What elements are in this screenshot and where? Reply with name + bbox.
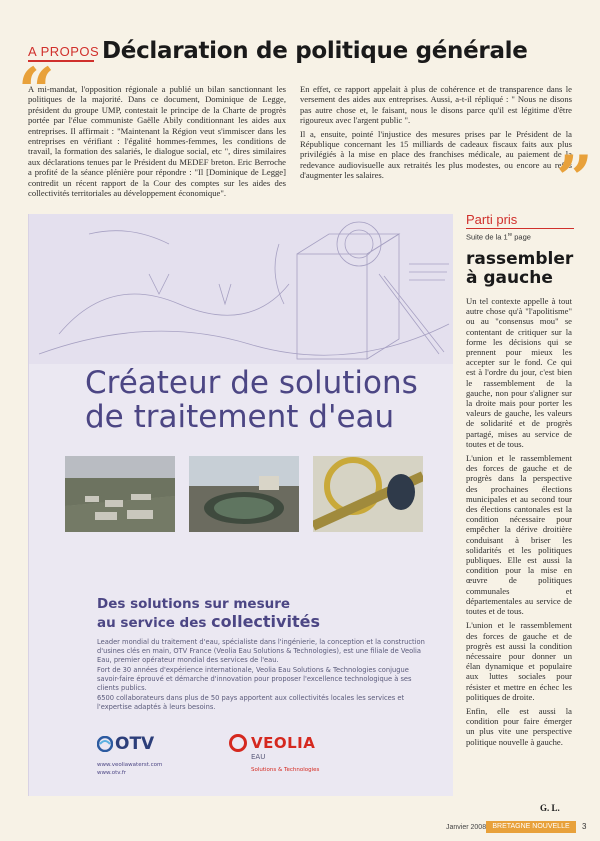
- sidebar-paragraph: Un tel contexte appelle à tout autre chose qu'à "l'apolitisme" ou au "consensus mou" se contentant de critiquer sur la forme les décisions qui se prennent pour mieux les accepter sur le fond. Ce qui est à l'ordre du jour, c'est bien le rassemblement de la gauche, non pour s'aligner sur la droite mais pour porter les valeurs de gauche, les valeurs de solidarité et de progrès partagé, mises au service de toutes et de tous.: [466, 296, 572, 449]
- article-paragraph: Il a, ensuite, pointé l'injustice des mesures prises par le Président de la République concernant les 15 milliards de cadeaux fiscaux faits aux plus privilégiés à la mise en place des franchises médicale, au paiement de la redevance audiovisuelle aux retraités les plus modestes, ou encore au refus d'augmenter les salaires.: [300, 128, 572, 181]
- ad-body-paragraph: 6500 collaborateurs dans plus de 50 pays apportent aux collectivités locales les services et l'expertise adaptés à leurs besoins.: [97, 694, 405, 711]
- open-quote-icon: “: [18, 54, 55, 129]
- ad-headline: Créateur de solutions de traitement d'eau: [85, 365, 418, 435]
- advertisement: [28, 214, 453, 796]
- veolia-logo-sub: EAU: [251, 753, 266, 761]
- sidebar-body: [466, 296, 572, 751]
- veolia-logo-text: VEOLIA: [251, 734, 316, 752]
- sidebar-label: Parti pris: [466, 212, 518, 227]
- article-column-1: A mi-mandat, l'opposition régionale a publié un bilan sanctionnant les politiques de la majorité. Dans ce document, Dominique de Legge, président du groupe UMP, contestait le principe de la Charte de progrès portée par l'élue communiste Gaëlle Abily conditionnant les aides aux entreprises. Il affirmait : "Maintenant la Région veut s'immiscer dans les entreprises en vérifiant : l'égalité hommes-femmes, les conditions de travail, la formation des salariés, le dialogue social, etc ", dires similaires aux déclarations tenues par le Président du MEDEF breton. Eric Berroche a profité de la séance plénière pour répondre : "Il [Dominique de Legge] contredit un récent rapport de la Cour des comptes sur les aides des collectivités territoriales au développement économique".: [28, 84, 286, 199]
- basin-photo: [189, 456, 299, 532]
- continued-from: [466, 232, 531, 242]
- page-number: 3: [582, 822, 587, 831]
- ad-subheadline-1: Des solutions sur mesure: [97, 596, 291, 612]
- ad-subheadline-2: [97, 612, 320, 631]
- footer-publication: BRETAGNE NOUVELLE: [486, 821, 576, 833]
- sidebar-paragraph: Enfin, elle est aussi la condition pour faire émerger un plus vite une perspective politique nouvelle à gauche.: [466, 705, 572, 747]
- article-paragraph: En effet, ce rapport appelait à plus de cohérence et de transparence dans le versement des aides aux entreprises. Aussi, a-t-il répliqué : " Nous ne disons pas autre chose et, le faisant, nous le disons parce qu'il est légitime d'être rigoureux avec l'argent public ".: [300, 84, 572, 126]
- ad-logo-row: [89, 724, 449, 794]
- article-column-2: [300, 84, 572, 184]
- ad-subheadline-emphasis: collectivités: [211, 612, 320, 631]
- continued-from-sup: re: [507, 232, 513, 238]
- article-title: Déclaration de politique générale: [102, 38, 528, 64]
- author-signature: G. L.: [540, 803, 560, 813]
- aerial-plant-photo: [65, 456, 175, 532]
- ad-photo-strip: [65, 456, 425, 536]
- sidebar-title: rassembler à gauche: [466, 249, 574, 288]
- sidebar-paragraph: L'union et le rassemblement des forces de gauche et de progrès dans la perspective des prochaines élections municipales et au second tour des élections cantonales est la condition nécessaire pour empêcher la dérive droitière conduisant à briser les solidarités et les politiques publiques. Elle est aussi la condition pour la mise en œuvre de politiques communales et départementales au service de toutes et de tous.: [466, 453, 572, 617]
- section-tag: A PROPOS: [28, 44, 100, 59]
- pipe-photo: [313, 456, 423, 532]
- otv-logo-text: OTV: [115, 734, 155, 754]
- continued-from-end: page: [512, 232, 531, 242]
- sidebar-label-rule: [466, 228, 574, 229]
- sketch-illustration: [29, 214, 453, 364]
- veolia-logo-tagline: Solutions & Technologies: [251, 767, 320, 773]
- ad-body-paragraph: Leader mondial du traitement d'eau, spécialiste dans l'ingénierie, la conception et la construction d'usines clés en main, OTV France (Veolia Eau Solutions & Technologies), est une filiale de Veolia Eau, premier opérateur mondial des services de l'eau.: [97, 638, 425, 664]
- veolia-drop-icon: [229, 734, 247, 752]
- footer-date: Janvier 2008: [446, 824, 487, 831]
- ad-subheadline-prefix: au service des: [97, 615, 212, 631]
- sidebar-paragraph: L'union et le rassemblement des forces de gauche et de progrès est aussi la condition nécessaire pour donner un élan dynamique et populaire aux luttes sociales pour résister et mettre en échec les politiques de droite.: [466, 620, 572, 702]
- ad-body-paragraph: Fort de 30 années d'expérience internationale, Veolia Eau Solutions & Technologies conjugue savoir-faire éprouvé et démarche d'innovation pour proposer l'excellence technologique à ses clients publics.: [97, 666, 412, 692]
- veolia-url-link[interactable]: www.veoliawaterst.com: [97, 762, 163, 768]
- otv-url-link[interactable]: www.otv.fr: [97, 770, 127, 776]
- close-quote-icon: ”: [556, 142, 593, 217]
- otv-swirl-icon: [97, 736, 113, 752]
- continued-from-text: Suite de la 1: [466, 232, 508, 242]
